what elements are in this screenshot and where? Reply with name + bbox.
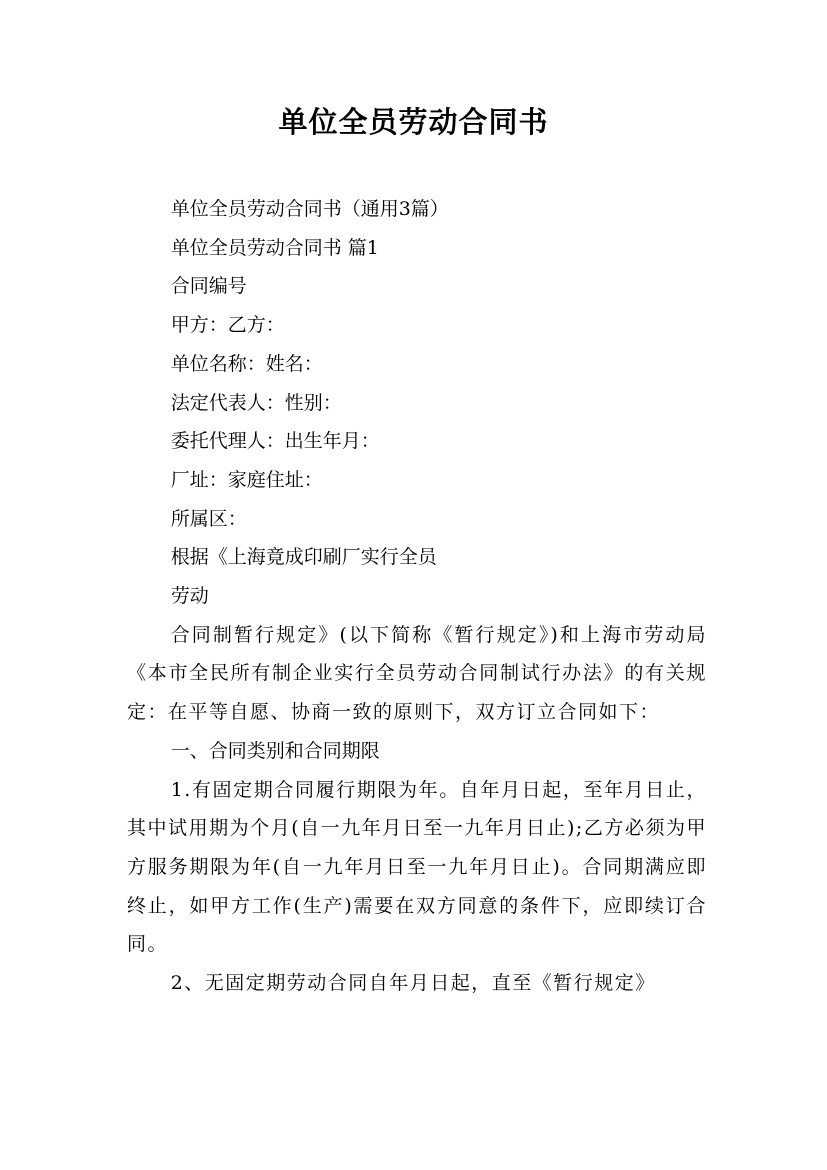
- paragraph-open-term: 2、无固定期劳动合同自年月日起，直至《暂行规定》: [170, 972, 656, 995]
- document-title: 单位全员劳动合同书: [278, 105, 549, 139]
- paragraph-legal-representative: 法定代表人：性别：: [170, 391, 342, 414]
- paragraph-district: 所属区：: [170, 507, 247, 530]
- paragraph-basis: 根据《上海竟成印刷厂实行全员: [170, 546, 437, 569]
- paragraph-agent: 委托代理人：出生年月：: [170, 430, 380, 453]
- paragraph-section-heading: 单位全员劳动合同书 篇1: [170, 236, 379, 259]
- paragraph-fixed-term: 1.有固定期合同履行期限为年。自年月日起，至年月日止，其中试用期为个月(自一九年月日至一九年月日止);乙方必须为甲方服务期限为年(自一九年月日至一九年月日止)。合同期满应即终止，如甲方工作(生产)需要在双方同意的条件下，应即续订合同。: [127, 778, 707, 956]
- paragraph-labor: 劳动: [170, 585, 209, 608]
- paragraph-clause-one-heading: 一、合同类别和合同期限: [170, 739, 380, 762]
- paragraph-address: 厂址：家庭住址：: [170, 468, 323, 491]
- paragraph-parties: 甲方：乙方：: [170, 314, 285, 337]
- paragraph-unit-name: 单位名称：姓名：: [170, 352, 323, 375]
- paragraph-subtitle: 单位全员劳动合同书（通用3篇）: [170, 198, 449, 220]
- document-body: [127, 190, 707, 1003]
- paragraph-contract-number: 合同编号: [170, 275, 247, 298]
- paragraph-regulations: 合同制暂行规定》(以下简称《暂行规定》)和上海市劳动局《本市全民所有制企业实行全员劳动合同制试行办法》的有关规定：在平等自愿、协商一致的原则下，双方订立合同如下：: [127, 623, 707, 724]
